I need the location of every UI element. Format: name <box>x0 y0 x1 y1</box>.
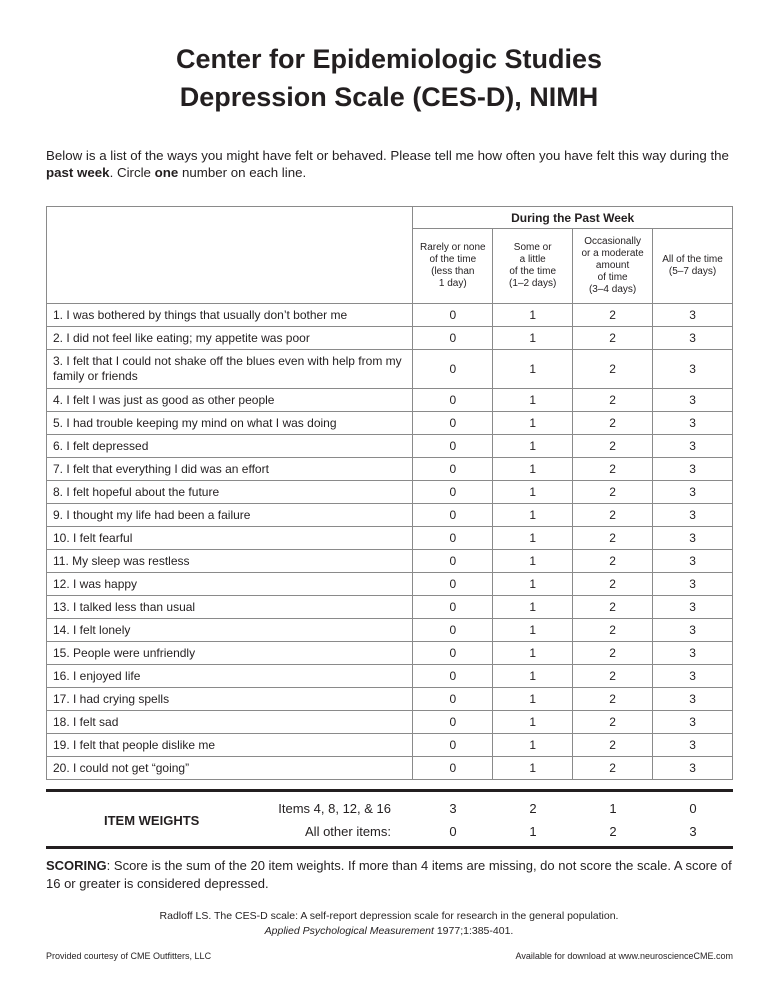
response-option[interactable]: 2 <box>573 550 653 573</box>
table-row <box>47 734 733 757</box>
column-header <box>493 229 573 304</box>
response-option[interactable]: 3 <box>653 350 733 389</box>
response-option[interactable]: 3 <box>653 412 733 435</box>
response-option[interactable]: 1 <box>493 596 573 619</box>
column-header-line: or a moderate <box>581 248 644 259</box>
item-text: 16. I enjoyed life <box>47 665 413 688</box>
response-option[interactable]: 1 <box>493 734 573 757</box>
response-option[interactable]: 2 <box>573 688 653 711</box>
column-header-line: All of the time <box>662 254 723 265</box>
weight-value: 3 <box>449 801 457 816</box>
table-row <box>47 596 733 619</box>
weight-row <box>46 801 733 823</box>
weight-value: 3 <box>689 824 697 839</box>
item-text: 7. I felt that everything I did was an effort <box>47 458 413 481</box>
column-header-line: Some or <box>513 242 552 253</box>
response-option[interactable]: 0 <box>413 734 493 757</box>
response-option[interactable]: 1 <box>493 304 573 327</box>
response-option[interactable]: 0 <box>413 389 493 412</box>
weight-row <box>46 824 733 846</box>
response-option[interactable]: 2 <box>573 435 653 458</box>
response-option[interactable]: 2 <box>573 304 653 327</box>
table-row <box>47 711 733 734</box>
response-option[interactable]: 3 <box>653 711 733 734</box>
column-header-line: a little <box>519 254 546 265</box>
citation <box>0 909 778 939</box>
item-text: 13. I talked less than usual <box>47 596 413 619</box>
response-option[interactable]: 1 <box>493 550 573 573</box>
page-title <box>0 40 778 116</box>
column-header-line: of time <box>597 272 628 283</box>
intro-text: . Circle <box>109 165 155 180</box>
response-option[interactable]: 3 <box>653 304 733 327</box>
response-option[interactable]: 1 <box>493 619 573 642</box>
intro-text: number on each line. <box>178 165 307 180</box>
response-option[interactable]: 1 <box>493 327 573 350</box>
item-text: 14. I felt lonely <box>47 619 413 642</box>
item-text: 6. I felt depressed <box>47 435 413 458</box>
table-row <box>47 327 733 350</box>
item-text: 8. I felt hopeful about the future <box>47 481 413 504</box>
response-option[interactable]: 0 <box>413 688 493 711</box>
response-option[interactable]: 3 <box>653 458 733 481</box>
table-row <box>47 573 733 596</box>
response-option[interactable]: 3 <box>653 665 733 688</box>
response-option[interactable]: 0 <box>413 665 493 688</box>
response-option[interactable]: 0 <box>413 757 493 780</box>
response-option[interactable]: 1 <box>493 688 573 711</box>
response-option[interactable]: 2 <box>573 665 653 688</box>
response-option[interactable]: 3 <box>653 688 733 711</box>
response-option[interactable]: 2 <box>573 504 653 527</box>
title-line-1: Center for Epidemiologic Studies <box>175 44 603 74</box>
response-option[interactable]: 3 <box>653 504 733 527</box>
response-option[interactable]: 0 <box>413 504 493 527</box>
column-header <box>413 229 493 304</box>
response-option[interactable]: 2 <box>573 573 653 596</box>
table-row <box>47 350 733 389</box>
table-row <box>47 527 733 550</box>
instructions <box>46 147 746 181</box>
response-option[interactable]: 2 <box>573 642 653 665</box>
response-option[interactable]: 1 <box>493 458 573 481</box>
column-header-line: (1–2 days) <box>509 278 557 289</box>
item-text: 4. I felt I was just as good as other people <box>47 389 413 412</box>
response-option[interactable]: 1 <box>493 435 573 458</box>
weight-value: 1 <box>609 801 617 816</box>
response-option[interactable]: 0 <box>413 412 493 435</box>
intro-bold: one <box>154 165 179 180</box>
response-option[interactable]: 0 <box>413 642 493 665</box>
response-option[interactable]: 0 <box>413 435 493 458</box>
table-row <box>47 619 733 642</box>
blank-header-cell <box>47 207 413 304</box>
item-text: 19. I felt that people dislike me <box>47 734 413 757</box>
response-option[interactable]: 0 <box>413 350 493 389</box>
response-option[interactable]: 1 <box>493 711 573 734</box>
response-option[interactable]: 2 <box>573 350 653 389</box>
response-option[interactable]: 0 <box>413 596 493 619</box>
response-option[interactable]: 3 <box>653 435 733 458</box>
response-option[interactable]: 3 <box>653 389 733 412</box>
item-text: 12. I was happy <box>47 573 413 596</box>
response-option[interactable]: 1 <box>493 481 573 504</box>
response-option[interactable]: 2 <box>573 711 653 734</box>
response-option[interactable]: 3 <box>653 596 733 619</box>
response-option[interactable]: 3 <box>653 550 733 573</box>
scoring-text: : Score is the sum of the 20 item weights. If more than 4 items are missing, do not score the scale. A score of 16 or greater is considered depressed. <box>46 858 732 891</box>
table-row <box>47 304 733 327</box>
column-header-line: amount <box>595 260 630 271</box>
response-option[interactable]: 3 <box>653 527 733 550</box>
column-header-line: (5–7 days) <box>668 266 717 277</box>
weight-value: 0 <box>449 824 457 839</box>
response-option[interactable]: 1 <box>493 527 573 550</box>
group-header: During the Past Week <box>413 207 733 229</box>
response-option[interactable]: 0 <box>413 573 493 596</box>
item-text: 2. I did not feel like eating; my appetite was poor <box>47 327 413 350</box>
item-text: 9. I thought my life had been a failure <box>47 504 413 527</box>
response-option[interactable]: 0 <box>413 458 493 481</box>
divider <box>46 846 733 849</box>
response-option[interactable]: 1 <box>493 665 573 688</box>
response-option[interactable]: 2 <box>573 619 653 642</box>
footer-left: Provided courtesy of CME Outfitters, LLC <box>46 951 212 961</box>
item-text: 18. I felt sad <box>47 711 413 734</box>
response-option[interactable]: 1 <box>493 412 573 435</box>
table-row <box>47 504 733 527</box>
response-option[interactable]: 3 <box>653 642 733 665</box>
response-option[interactable]: 3 <box>653 573 733 596</box>
intro-bold: past week <box>46 165 110 180</box>
response-option[interactable]: 3 <box>653 757 733 780</box>
response-option[interactable]: 3 <box>653 481 733 504</box>
response-option[interactable]: 2 <box>573 327 653 350</box>
response-option[interactable]: 0 <box>413 481 493 504</box>
item-text: 11. My sleep was restless <box>47 550 413 573</box>
footer-right: Available for download at www.neuroscienceCME.com <box>515 951 733 961</box>
table-row <box>47 642 733 665</box>
response-option[interactable]: 0 <box>413 550 493 573</box>
item-text: 10. I felt fearful <box>47 527 413 550</box>
weight-value: 2 <box>609 824 617 839</box>
response-option[interactable]: 1 <box>493 642 573 665</box>
table-row <box>47 550 733 573</box>
table-row <box>47 435 733 458</box>
response-option[interactable]: 1 <box>493 389 573 412</box>
column-header <box>653 229 733 304</box>
citation-journal: Applied Psychological Measurement <box>264 925 434 937</box>
column-header-line: of the time <box>429 254 477 265</box>
response-option[interactable]: 1 <box>493 757 573 780</box>
intro-text: Below is a list of the ways you might have felt or behaved. Please tell me how often you have felt this way during the <box>46 148 729 163</box>
item-text: 5. I had trouble keeping my mind on what I was doing <box>47 412 413 435</box>
response-option[interactable]: 2 <box>573 458 653 481</box>
response-option[interactable]: 0 <box>413 711 493 734</box>
response-option[interactable]: 2 <box>573 757 653 780</box>
response-option[interactable]: 2 <box>573 596 653 619</box>
response-option[interactable]: 3 <box>653 619 733 642</box>
weight-value: 2 <box>529 801 537 816</box>
weight-value: 1 <box>529 824 537 839</box>
item-text: 3. I felt that I could not shake off the blues even with help from my family or friends <box>47 350 413 389</box>
column-header-line: Occasionally <box>584 236 641 247</box>
table-row <box>47 757 733 780</box>
citation-line: Radloff LS. The CES-D scale: A self-report depression scale for research in the general population. <box>159 910 619 922</box>
response-option[interactable]: 2 <box>573 389 653 412</box>
divider <box>46 789 733 792</box>
response-option[interactable]: 0 <box>413 304 493 327</box>
item-text: 1. I was bothered by things that usually don’t bother me <box>47 304 413 327</box>
item-text: 17. I had crying spells <box>47 688 413 711</box>
response-option[interactable]: 3 <box>653 734 733 757</box>
column-header-line: (3–4 days) <box>588 284 637 295</box>
table-row <box>47 688 733 711</box>
response-option[interactable]: 2 <box>573 481 653 504</box>
table-row <box>47 389 733 412</box>
title-line-2: Depression Scale (CES-D), NIMH <box>179 82 599 112</box>
response-option[interactable]: 2 <box>573 412 653 435</box>
column-header-line: of the time <box>509 266 557 277</box>
weight-value: 0 <box>689 801 697 816</box>
response-option[interactable]: 1 <box>493 504 573 527</box>
response-option[interactable]: 0 <box>413 327 493 350</box>
column-header-line: (less than <box>431 266 475 277</box>
response-option[interactable]: 0 <box>413 527 493 550</box>
item-text: 15. People were unfriendly <box>47 642 413 665</box>
response-option[interactable]: 1 <box>493 350 573 389</box>
column-header-line: Rarely or none <box>419 242 486 253</box>
response-option[interactable]: 2 <box>573 734 653 757</box>
scoring-note <box>46 857 746 893</box>
response-option[interactable]: 0 <box>413 619 493 642</box>
table-row <box>47 412 733 435</box>
weight-row-label: All other items: <box>305 824 391 839</box>
ces-d-table <box>46 206 733 780</box>
item-weights-label: ITEM WEIGHTS <box>104 813 200 828</box>
citation-details: 1977;1:385-401. <box>433 925 514 937</box>
table-row <box>47 458 733 481</box>
column-header <box>573 229 653 304</box>
table-row <box>47 665 733 688</box>
response-option[interactable]: 3 <box>653 327 733 350</box>
table-row <box>47 481 733 504</box>
weight-row-label: Items 4, 8, 12, & 16 <box>278 801 391 816</box>
scoring-label: SCORING <box>46 858 107 873</box>
response-option[interactable]: 1 <box>493 573 573 596</box>
item-text: 20. I could not get “going” <box>47 757 413 780</box>
column-header-line: 1 day) <box>438 278 467 289</box>
response-option[interactable]: 2 <box>573 527 653 550</box>
